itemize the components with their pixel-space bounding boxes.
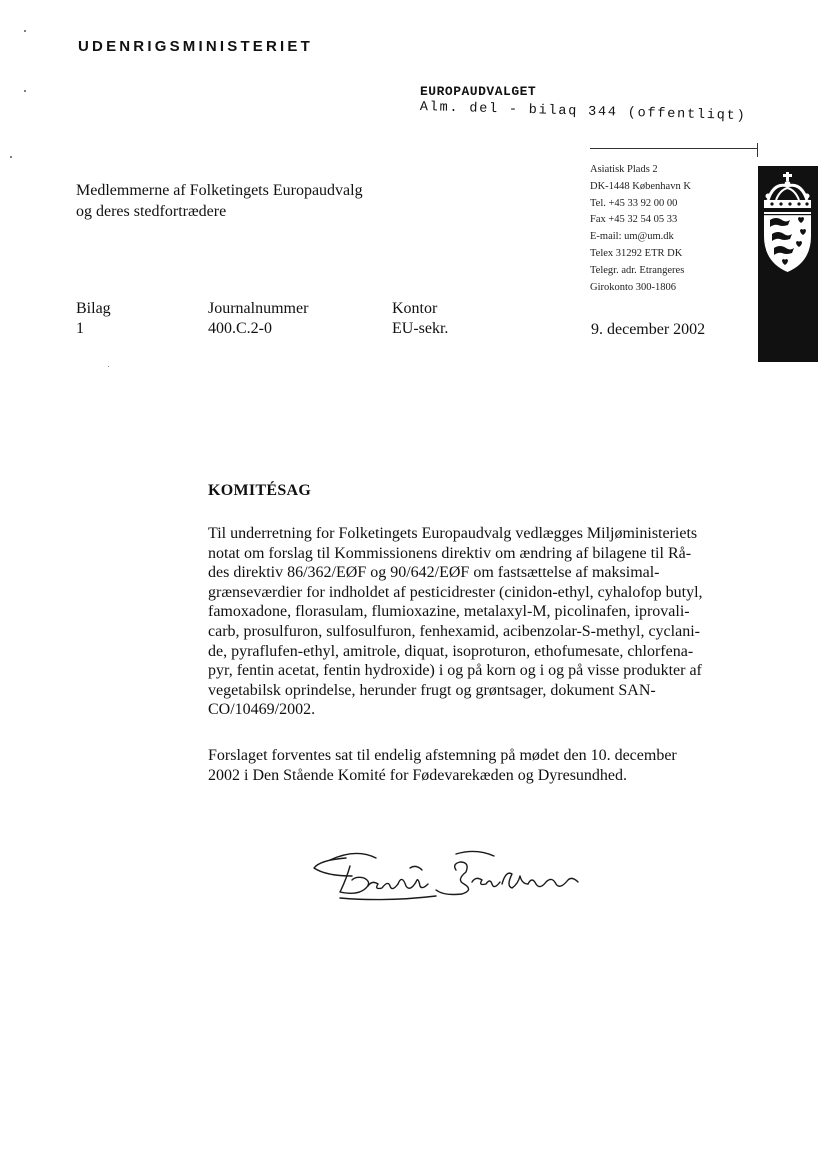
body-line: carb, prosulfuron, sulfosulfuron, fenhexamid, acibenzolar-S-methyl, cyclani- — [208, 622, 700, 640]
recipient-line: og deres stedfortrædere — [76, 203, 227, 220]
scan-speck — [24, 90, 26, 92]
letter-date: 9. december 2002 — [591, 321, 706, 338]
journal-value: 400.C.2-0 — [208, 320, 272, 337]
bilag-label: Bilag — [76, 300, 111, 317]
body-line: pyr, fentin acetat, fentin hydroxide) i og på korn og i og på visse produkter af — [208, 662, 702, 680]
body-line: 2002 i Den Stående Komité for Fødevarekæden og Dyresundhed. — [208, 766, 628, 784]
crest-sidebar — [758, 166, 818, 362]
address-line: Girokonto 300-1806 — [590, 281, 677, 293]
address-line: Tel. +45 33 92 00 00 — [590, 197, 678, 209]
header-rule — [590, 148, 758, 149]
sender-address — [590, 162, 691, 296]
stamp-reference: Alm. del - bilaq 344 (offentliqt) — [419, 100, 747, 125]
body-paragraph-1 — [208, 524, 760, 720]
kontor-label: Kontor — [392, 300, 438, 317]
ministry-name: UDENRIGSMINISTERIET — [78, 38, 313, 55]
address-line: Telex 31292 ETR DK — [590, 247, 683, 259]
body-line: famoxadone, florasulam, flumioxazine, metalaxyl-M, picolinafen, iprovali- — [208, 603, 690, 621]
recipient-line: Medlemmerne af Folketingets Europaudvalg — [76, 182, 363, 199]
scan-speck — [24, 30, 26, 32]
body-line: Forslaget forventes sat til endelig afstemning på mødet den 10. december — [208, 747, 677, 764]
header-rule-tick — [757, 143, 758, 157]
body-line: Til underretning for Folketingets Europaudvalg vedlægges Miljøministeriets — [208, 525, 698, 542]
address-line: Telegr. adr. Etrangeres — [590, 264, 685, 276]
body-paragraph-2 — [208, 746, 760, 785]
address-line: DK-1448 København K — [590, 180, 691, 192]
recipient-block — [76, 180, 363, 222]
body-line: de, pyraflufen-ethyl, amitrole, diquat, isoproturon, ethofumesate, chlorfena- — [208, 642, 694, 660]
royal-crest-icon — [758, 166, 818, 276]
body-line: notat om forslag til Kommissionens direktiv om ændring af bilagene til Rå- — [208, 544, 692, 562]
bilag-value: 1 — [76, 320, 84, 337]
scan-speck — [108, 366, 109, 367]
address-line: Fax +45 32 54 05 33 — [590, 214, 678, 226]
body-line: des direktiv 86/362/EØF og 90/642/EØF om fastsættelse af maksimal- — [208, 564, 660, 582]
stamp-committee: EUROPAUDVALGET — [420, 84, 537, 99]
body-line: vegetabilsk oprindelse, herunder frugt og grøntsager, dokument SAN- — [208, 681, 656, 699]
kontor-value: EU-sekr. — [392, 320, 449, 337]
letter-heading: KOMITÉSAG — [208, 482, 312, 499]
body-line: CO/10469/2002. — [208, 701, 316, 719]
address-line: Asiatisk Plads 2 — [590, 164, 658, 175]
handwritten-signature — [306, 840, 586, 906]
scan-speck — [10, 156, 12, 158]
body-line: grænseværdier for indholdet af pesticidrester (cinidon-ethyl, cyhalofop butyl, — [208, 583, 703, 601]
address-line: E-mail: um@um.dk — [590, 231, 674, 243]
journal-label: Journalnummer — [208, 300, 309, 317]
